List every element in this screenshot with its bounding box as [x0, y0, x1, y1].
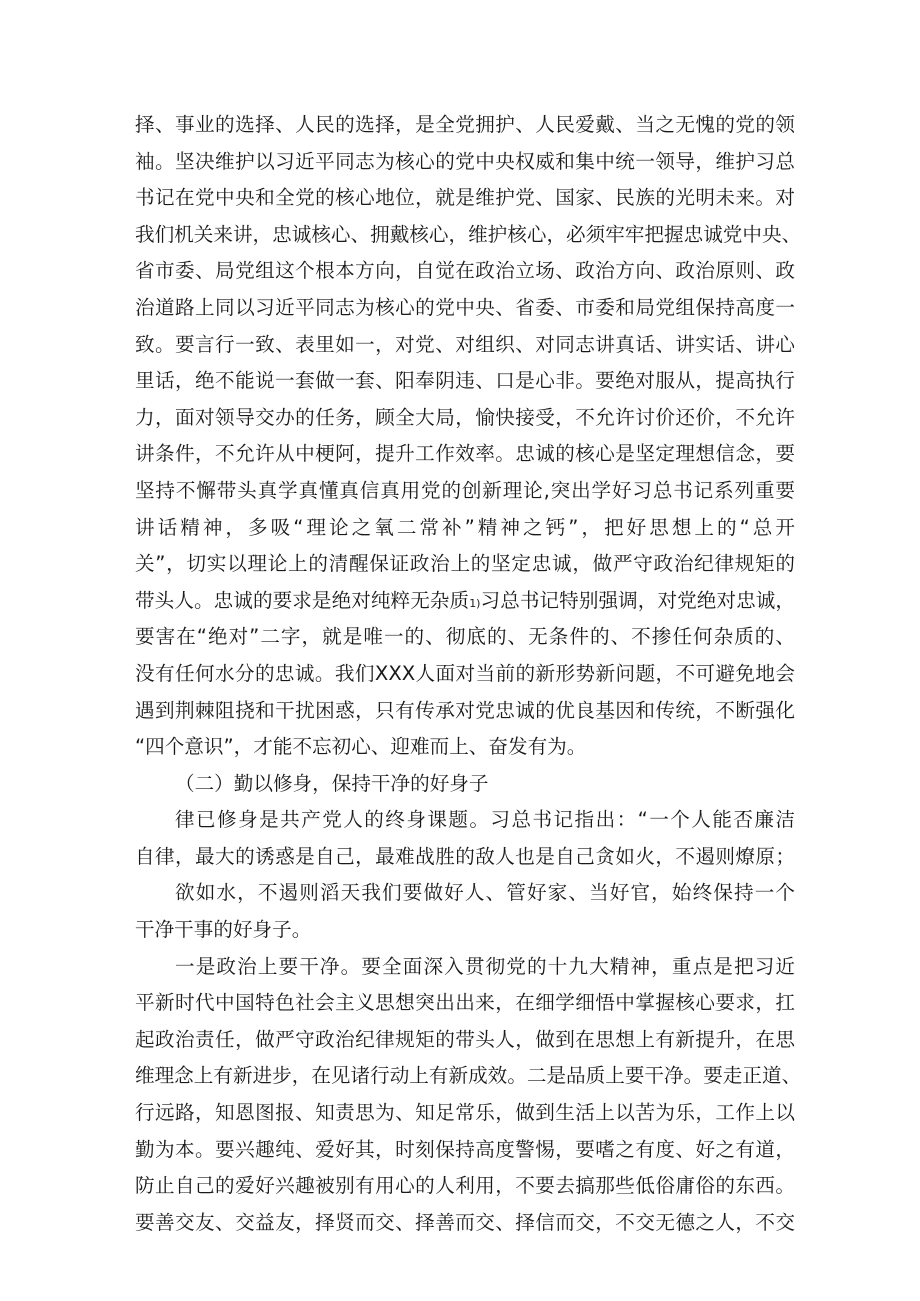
paragraph-1-line-6: 治道路上同以习近平同志为核心的党中央、省委、市委和局党组保持高度一: [135, 295, 795, 319]
paragraph-3-line-3: 起政治责任，做严守政治纪律规矩的带头人，做到在思想上有新提升，在思: [135, 1027, 795, 1051]
paragraph-1-line-3: 书记在党中央和全党的核心地位，就是维护党、国家、民族的光明未来。对: [135, 186, 795, 210]
paragraph-2-line-1: 律已修身是共产党人的终身课题。习总书记指出：“一个人能否廉洁: [175, 808, 795, 832]
footnote-mark: 1): [469, 596, 481, 610]
paragraph-1-line-5: 省市委、局党组这个根本方向，自觉在政治立场、政治方向、政治原则、政: [135, 259, 795, 283]
paragraph-1-line-15: 要害在“绝对”二字，就是唯一的、彻底的、无条件的、不掺任何杂质的、: [135, 625, 795, 649]
paragraph-1-line-12: 讲话精神，多吸“理论之氧二常补”精神之钙”，把好思想上的“总开: [135, 515, 795, 539]
section-heading-2: （二）勤以修身，保持干净的好身子: [175, 771, 489, 795]
paragraph-1-line-18: “四个意识”，才能不忘初心、迎难而上、奋发有为。: [135, 735, 587, 759]
paragraph-3-line-1: 一是政治上要干净。要全面深入贯彻党的十九大精神，重点是把习近: [175, 954, 795, 978]
paragraph-1-line-4: 我们机关来讲，忠诚核心、拥戴核心，维护核心，必须牢牢把握忠诚党中央、: [135, 222, 802, 246]
paragraph-1-line-8: 里话，绝不能说一套做一套、阳奉阴违、口是心非。要绝对服从，提高执行: [135, 369, 795, 393]
paragraph-3-line-6: 勤为本。要兴趣纯、爱好其，时刻保持高度警惕，要嗜之有度、好之有道，: [135, 1137, 795, 1161]
paragraph-1-line-9: 力，面对领导交办的任务，顾全大局，愉快接受，不允许讨价还价，不允许: [135, 405, 795, 429]
paragraph-1-line-13: 关”，切实以理论上的清醒保证政治上的坚定忠诚，做严守政治纪律规矩的: [135, 552, 795, 576]
paragraph-2-line-3: 欲如水，不遏则滔天我们要做好人、管好家、当好官，始终保持一个: [175, 881, 795, 905]
paragraph-1-line-16: 没有任何水分的忠诚。我们XXX人面对当前的新形势新问题，不可避免地会: [135, 661, 795, 685]
paragraph-3-line-4: 维理念上有新进步，在见诸行动上有新成效。二是品质上要干净。要走正道、: [135, 1064, 802, 1088]
paragraph-1-line-14: [135, 583, 795, 620]
paragraph-3-line-7: 防止自己的爱好兴趣被别有用心的人利用，不要去搞那些低俗庸俗的东西。: [135, 1174, 795, 1198]
paragraph-1-line-7: 致。要言行一致、表里如一，对党、对组织、对同志讲真话、讲实话、讲心: [135, 332, 795, 356]
paragraph-1-line-1: 择、事业的选择、人民的选择，是全党拥护、人民爱戴、当之无愧的党的领: [135, 113, 795, 136]
paragraph-2-line-4: 干净干事的好身子。: [135, 918, 312, 942]
paragraph-1-line-10: 讲条件，不允许从中梗阿，提升工作效率。忠诚的核心是坚定理想信念，要: [135, 442, 795, 466]
paragraph-1-line-2: 袖。坚决维护以习近平同志为核心的党中央权威和集中统一领导，维护习总: [135, 149, 795, 173]
paragraph-3-line-8: 要善交友、交益友，择贤而交、择善而交、择信而交，不交无德之人，不交: [135, 1210, 795, 1234]
paragraph-1-line-11: 坚持不懈带头真学真懂真信真用党的创新理论,突出学好习总书记系列重要: [135, 478, 795, 502]
paragraph-1-line-17: 遇到荆棘阻挠和干扰困惑，只有传承对党忠诚的优良基因和传统，不断强化: [135, 698, 795, 722]
paragraph-2-line-2: 自律，最大的诱惑是自己，最难战胜的敌人也是自己贪如火，不遏则燎原；: [135, 844, 795, 868]
line-14-tail: 习总书记特别强调，对党绝对忠诚，: [480, 588, 796, 612]
line-14-head: 带头人。忠诚的要求是绝对纯粹无杂质: [135, 588, 470, 612]
paragraph-3-line-2: 平新时代中国特色社会主义思想突出出来，在细学细悟中掌握核心要求，扛: [135, 991, 795, 1015]
document-body: [135, 107, 802, 1241]
paragraph-3-line-5: 行远路，知恩图报、知责思为、知足常乐，做到生活上以苦为乐，工作上以: [135, 1101, 795, 1125]
